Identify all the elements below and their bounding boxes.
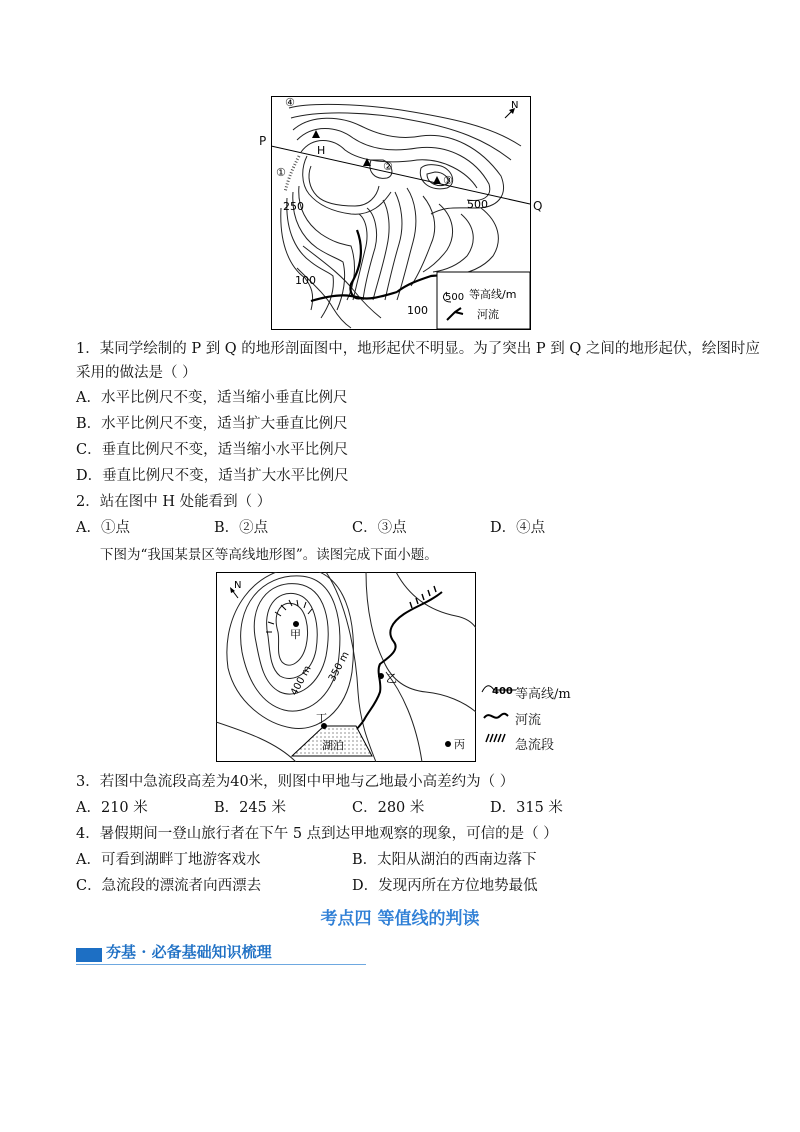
map1-label-q: Q [533, 199, 543, 213]
map2-label-jia: 甲 [290, 628, 301, 641]
q2-stem: 2．站在图中 H 处能看到（ ） [76, 494, 272, 510]
contour-map-1 [271, 96, 531, 330]
section-title: 考点四 等值线的判读 [320, 909, 480, 929]
map1-legend-value: 500 [445, 292, 465, 303]
knowledge-banner [76, 940, 366, 966]
map2-legend-rapids-label: 急流段 [515, 738, 555, 753]
map2-label-400: 400 m [288, 663, 314, 698]
map1-label-250: 250 [283, 200, 304, 213]
map2-label-ding: 丁 [316, 712, 327, 725]
map1-label-500: 500 [467, 198, 488, 211]
q1-option-d: D．垂直比例尺不变，适当扩大水平比例尺 [76, 468, 349, 484]
map1-label-2: ② [383, 160, 393, 173]
map2-north-label: N [234, 580, 242, 591]
q2-option-b: B．②点 [214, 520, 269, 536]
map2-label-bing: 丙 [454, 738, 465, 751]
map1-legend-contour-label: 等高线/m [469, 288, 517, 301]
q4-option-d: D．发现丙所在方位地势最低 [352, 878, 538, 894]
q2-option-d: D．④点 [490, 520, 546, 536]
map2-label-yi: 乙 [386, 672, 397, 685]
q3-stem: 3．若图中急流段高差为40米，则图中甲地与乙地最小高差约为（ ） [76, 774, 515, 790]
q1-option-c: C．垂直比例尺不变，适当缩小水平比例尺 [76, 442, 349, 458]
map2-legend-value: 400 [492, 686, 513, 697]
map2-river-legend-icon [484, 714, 508, 718]
intro-text: 下图为“我国某景区等高线地形图”。读图完成下面小题。 [100, 547, 438, 563]
q3-option-a: A．210 米 [76, 800, 148, 816]
q4-option-a: A．可看到湖畔丁地游客戏水 [76, 852, 261, 868]
q4-option-b: B．太阳从湖泊的西南边落下 [352, 852, 537, 868]
map1-label-3: ③ [443, 174, 453, 187]
contour-map-2 [216, 572, 476, 762]
map2-legend-river-label: 河流 [515, 713, 542, 728]
map1-label-4: ④ [285, 96, 295, 109]
map1-label-100b: 100 [407, 304, 428, 317]
map1-label-100a: 100 [295, 274, 316, 287]
q1-stem-line2: 采用的做法是（ ） [76, 365, 197, 381]
map1-label-p: P [259, 134, 267, 148]
q4-stem: 4．暑假期间一登山旅行者在下午 5 点到达甲地观察的现象，可信的是（ ） [76, 826, 558, 842]
map1-label-h: H [317, 144, 326, 157]
banner-bar [76, 948, 102, 962]
map1-north-label: N [511, 100, 519, 111]
q4-option-c: C．急流段的漂流者向西漂去 [76, 878, 262, 894]
map2-label-350: 350 m [326, 649, 352, 684]
map2-label-lake: 湖泊 [322, 739, 344, 752]
q1-stem-line1: 1．某同学绘制的 P 到 Q 的地形剖面图中，地形起伏不明显。为了突出 P 到 Q 之间的地形起伏，绘图时应 [76, 341, 760, 357]
q3-option-d: D．315 米 [490, 800, 563, 816]
q3-option-c: C．280 米 [352, 800, 425, 816]
q1-option-a: A．水平比例尺不变，适当缩小垂直比例尺 [76, 390, 348, 406]
banner-underline [76, 964, 366, 965]
map1-legend-river-label: 河流 [477, 308, 499, 321]
map1-label-1: ① [276, 166, 286, 179]
q3-option-b: B．245 米 [214, 800, 286, 816]
q2-option-a: A．①点 [76, 520, 130, 536]
banner-text: 夯基 · 必备基础知识梳理 [106, 943, 272, 961]
q2-option-c: C．③点 [352, 520, 407, 536]
map2-legend-contour-label: 等高线/m [515, 687, 571, 702]
q1-option-b: B．水平比例尺不变，适当扩大垂直比例尺 [76, 416, 348, 432]
map2-rapids-legend-icon [486, 734, 505, 742]
